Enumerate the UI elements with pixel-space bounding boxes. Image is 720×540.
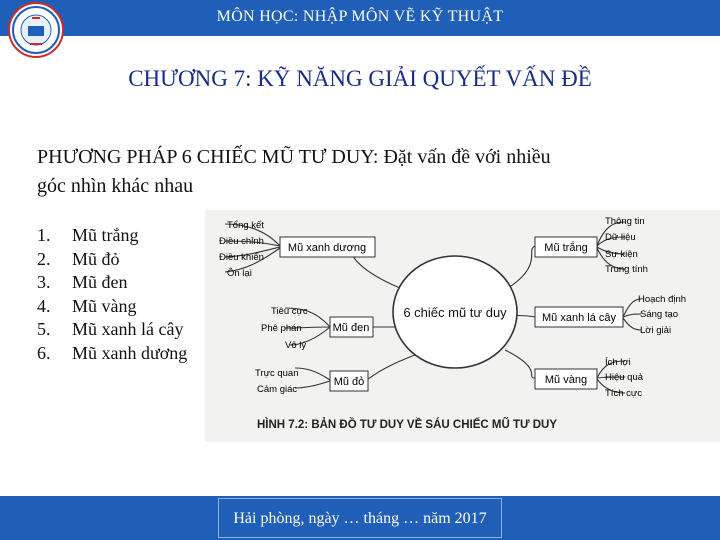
list-item-label: Mũ đen bbox=[72, 272, 128, 293]
branch-blue-3: Điều khiển bbox=[219, 252, 264, 263]
list-item-label: Mũ xanh lá cây bbox=[72, 319, 184, 340]
branch-yellow-3: Tích cực bbox=[605, 388, 642, 399]
list-item-label: Mũ xanh dương bbox=[72, 342, 188, 363]
list-item-number: 2. bbox=[37, 248, 51, 269]
hat-red-label: Mũ đỏ bbox=[333, 376, 365, 388]
list-item bbox=[37, 295, 187, 319]
branch-blue-4: Ôn lại bbox=[227, 268, 252, 279]
list-item-number: 6. bbox=[37, 342, 51, 363]
branch-black-1: Tiêu cực bbox=[271, 306, 308, 317]
hat-black-label: Mũ đen bbox=[332, 322, 370, 334]
list-item-number: 5. bbox=[37, 319, 51, 340]
chapter-title: CHƯƠNG 7: KỸ NĂNG GIẢI QUYẾT VẤN ĐỀ bbox=[128, 66, 592, 91]
branch-white-3: Sự kiện bbox=[605, 249, 638, 260]
footer-date: Hải phòng, ngày … tháng … năm 2017 bbox=[233, 510, 487, 527]
list-item-label: Mũ đỏ bbox=[72, 248, 120, 269]
course-title: MÔN HỌC: NHẬP MÔN VẼ KỸ THUẬT bbox=[216, 8, 504, 25]
mind-map-svg bbox=[205, 210, 720, 442]
list-item-label: Mũ trắng bbox=[72, 225, 139, 245]
subtitle-line-2: góc nhìn khác nhau bbox=[37, 175, 194, 197]
branch-red-1: Trực quan bbox=[255, 368, 299, 379]
list-item bbox=[37, 342, 187, 366]
university-logo bbox=[8, 2, 64, 58]
branch-white-1: Thông tin bbox=[605, 216, 645, 227]
mind-map-figure bbox=[205, 210, 720, 442]
list-item bbox=[37, 271, 187, 295]
branch-red-2: Cảm giác bbox=[257, 384, 298, 395]
branch-white-4: Trung tính bbox=[605, 264, 648, 275]
list-item bbox=[37, 248, 187, 272]
list-item-number: 1. bbox=[37, 225, 51, 245]
branch-green-1: Hoạch định bbox=[638, 294, 687, 305]
branch-yellow-1: Ích lợi bbox=[605, 357, 631, 368]
subtitle-line-1: PHƯƠNG PHÁP 6 CHIẾC MŨ TƯ DUY: Đặt vấn đề với nhiều bbox=[37, 146, 551, 168]
list-item bbox=[37, 318, 187, 342]
list-item-label: Mũ vàng bbox=[72, 295, 137, 316]
branch-blue-2: Điều chỉnh bbox=[219, 236, 264, 247]
list-item-number: 3. bbox=[37, 272, 51, 293]
branch-yellow-2: Hiệu quả bbox=[605, 372, 644, 383]
list-item-number: 4. bbox=[37, 295, 51, 316]
hat-yellow-label: Mũ vàng bbox=[544, 374, 588, 386]
hat-blue-label: Mũ xanh dương bbox=[287, 242, 367, 254]
branch-blue-1: Tổng kết bbox=[227, 220, 264, 231]
branch-white-2: Dữ liệu bbox=[605, 232, 636, 243]
list-item bbox=[37, 224, 187, 248]
center-label: 6 chiếc mũ tư duy bbox=[403, 305, 507, 320]
hat-list bbox=[37, 224, 187, 366]
figure-caption: HÌNH 7.2: BẢN ĐỒ TƯ DUY VỀ SÁU CHIẾC MŨ TƯ DUY bbox=[257, 419, 558, 431]
branch-black-3: Vô lý bbox=[285, 340, 307, 351]
subtitle bbox=[37, 143, 687, 201]
hat-green-label: Mũ xanh lá cây bbox=[542, 312, 616, 324]
hat-white-label: Mũ trắng bbox=[544, 242, 588, 254]
branch-green-2: Sáng tạo bbox=[640, 309, 679, 320]
branch-green-3: Lời giải bbox=[640, 325, 672, 336]
branch-black-2: Phê phán bbox=[261, 323, 302, 334]
